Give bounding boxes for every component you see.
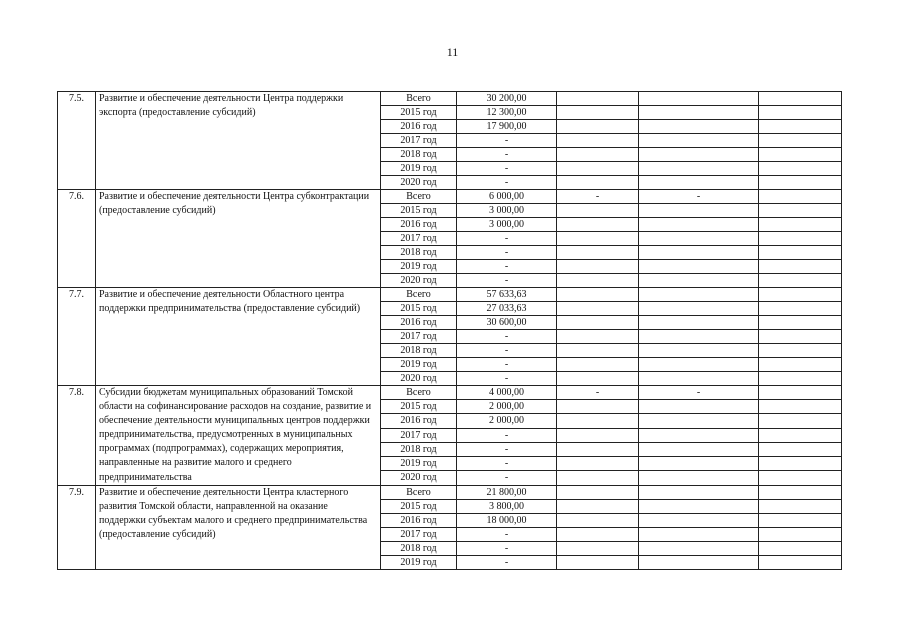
col3-cell (557, 232, 639, 246)
total-cell: 18 000,00 (457, 513, 557, 527)
col4-cell (639, 302, 759, 316)
total-cell: 21 800,00 (457, 485, 557, 499)
total-cell: 3 000,00 (457, 204, 557, 218)
col4-cell (639, 372, 759, 386)
col4-cell (639, 471, 759, 485)
item-name: Субсидии бюджетам муниципальных образований Томской области на софинансирование расходов на создание, развитие и обеспечение деятельности муниципальных центров поддержки предпринимательства, предусмотренных в муниципальных программах (подпрограммах), содержащих мероприятия, направленные на развитие малого и среднего предпринимательства (96, 386, 381, 486)
total-cell: 3 000,00 (457, 218, 557, 232)
col5-cell (759, 260, 842, 274)
col4-cell: - (639, 190, 759, 204)
year-cell: 2020 год (381, 471, 457, 485)
col4-cell (639, 162, 759, 176)
total-cell: - (457, 442, 557, 456)
col5-cell (759, 499, 842, 513)
col5-cell (759, 190, 842, 204)
col3-cell (557, 344, 639, 358)
col3-cell (557, 274, 639, 288)
col4-cell (639, 218, 759, 232)
col3-cell (557, 288, 639, 302)
total-cell: - (457, 471, 557, 485)
year-cell: Всего (381, 485, 457, 499)
col4-cell (639, 120, 759, 134)
col4-cell (639, 148, 759, 162)
col4-cell: - (639, 386, 759, 400)
col5-cell (759, 148, 842, 162)
year-cell: 2019 год (381, 358, 457, 372)
col5-cell (759, 274, 842, 288)
col5-cell (759, 428, 842, 442)
col5-cell (759, 316, 842, 330)
col3-cell (557, 414, 639, 428)
col5-cell (759, 288, 842, 302)
year-cell: 2015 год (381, 302, 457, 316)
col5-cell (759, 471, 842, 485)
col4-cell (639, 358, 759, 372)
total-cell: - (457, 541, 557, 555)
col4-cell (639, 316, 759, 330)
col3-cell (557, 513, 639, 527)
col5-cell (759, 400, 842, 414)
year-cell: 2018 год (381, 541, 457, 555)
total-cell: 27 033,63 (457, 302, 557, 316)
col4-cell (639, 232, 759, 246)
col4-cell (639, 106, 759, 120)
year-cell: 2016 год (381, 120, 457, 134)
item-number: 7.8. (58, 386, 96, 486)
year-cell: Всего (381, 190, 457, 204)
table-row (58, 190, 842, 204)
year-cell: 2016 год (381, 414, 457, 428)
col4-cell (639, 344, 759, 358)
year-cell: 2018 год (381, 344, 457, 358)
col4-cell (639, 176, 759, 190)
item-number: 7.5. (58, 92, 96, 190)
year-cell: 2016 год (381, 218, 457, 232)
total-cell: 17 900,00 (457, 120, 557, 134)
col4-cell (639, 288, 759, 302)
total-cell: - (457, 260, 557, 274)
total-cell: - (457, 330, 557, 344)
col3-cell (557, 106, 639, 120)
col5-cell (759, 302, 842, 316)
year-cell: 2017 год (381, 134, 457, 148)
col3-cell (557, 457, 639, 471)
col5-cell (759, 527, 842, 541)
year-cell: 2017 год (381, 330, 457, 344)
budget-table-body (58, 92, 842, 570)
col5-cell (759, 218, 842, 232)
col4-cell (639, 274, 759, 288)
total-cell: - (457, 246, 557, 260)
col4-cell (639, 414, 759, 428)
total-cell: - (457, 134, 557, 148)
col5-cell (759, 246, 842, 260)
col5-cell (759, 176, 842, 190)
total-cell: - (457, 555, 557, 569)
item-number: 7.7. (58, 288, 96, 386)
total-cell: - (457, 148, 557, 162)
total-cell: 30 600,00 (457, 316, 557, 330)
col5-cell (759, 330, 842, 344)
col3-cell (557, 428, 639, 442)
col3-cell (557, 120, 639, 134)
year-cell: 2019 год (381, 555, 457, 569)
total-cell: 57 633,63 (457, 288, 557, 302)
col3-cell (557, 162, 639, 176)
col3-cell (557, 541, 639, 555)
col3-cell (557, 134, 639, 148)
total-cell: - (457, 358, 557, 372)
total-cell: 3 800,00 (457, 499, 557, 513)
year-cell: Всего (381, 386, 457, 400)
col4-cell (639, 260, 759, 274)
col5-cell (759, 442, 842, 456)
item-number: 7.6. (58, 190, 96, 288)
total-cell: - (457, 457, 557, 471)
total-cell: - (457, 176, 557, 190)
col4-cell (639, 555, 759, 569)
col5-cell (759, 485, 842, 499)
item-name: Развитие и обеспечение деятельности Центра поддержки экспорта (предоставление субсидий) (96, 92, 381, 190)
col3-cell (557, 148, 639, 162)
col5-cell (759, 232, 842, 246)
item-name: Развитие и обеспечение деятельности Центра кластерного развития Томской области, направленной на оказание поддержки субъектам малого и среднего предпринимательства (предоставление субсидий) (96, 485, 381, 569)
year-cell: 2020 год (381, 176, 457, 190)
col4-cell (639, 400, 759, 414)
col5-cell (759, 386, 842, 400)
total-cell: - (457, 372, 557, 386)
col3-cell (557, 358, 639, 372)
col5-cell (759, 134, 842, 148)
col5-cell (759, 513, 842, 527)
col5-cell (759, 92, 842, 106)
budget-table (57, 91, 842, 570)
col5-cell (759, 414, 842, 428)
col4-cell (639, 428, 759, 442)
total-cell: - (457, 428, 557, 442)
table-row (58, 288, 842, 302)
year-cell: Всего (381, 92, 457, 106)
col3-cell (557, 372, 639, 386)
year-cell: Всего (381, 288, 457, 302)
col3-cell (557, 316, 639, 330)
col5-cell (759, 344, 842, 358)
year-cell: 2016 год (381, 513, 457, 527)
year-cell: 2019 год (381, 162, 457, 176)
year-cell: 2019 год (381, 260, 457, 274)
col5-cell (759, 358, 842, 372)
col3-cell (557, 400, 639, 414)
col5-cell (759, 372, 842, 386)
col3-cell (557, 330, 639, 344)
item-name: Развитие и обеспечение деятельности Центра субконтрактации (предоставление субсидий) (96, 190, 381, 288)
year-cell: 2017 год (381, 232, 457, 246)
total-cell: - (457, 274, 557, 288)
col3-cell (557, 442, 639, 456)
col4-cell (639, 442, 759, 456)
total-cell: 2 000,00 (457, 400, 557, 414)
col4-cell (639, 485, 759, 499)
col4-cell (639, 330, 759, 344)
year-cell: 2017 год (381, 527, 457, 541)
item-number: 7.9. (58, 485, 96, 569)
total-cell: 30 200,00 (457, 92, 557, 106)
col4-cell (639, 527, 759, 541)
year-cell: 2018 год (381, 148, 457, 162)
year-cell: 2017 год (381, 428, 457, 442)
page-number: 11 (446, 45, 459, 59)
total-cell: - (457, 162, 557, 176)
col3-cell (557, 204, 639, 218)
col3-cell (557, 92, 639, 106)
table-row (58, 485, 842, 499)
col3-cell (557, 302, 639, 316)
col5-cell (759, 162, 842, 176)
col3-cell (557, 246, 639, 260)
year-cell: 2015 год (381, 499, 457, 513)
col5-cell (759, 120, 842, 134)
col4-cell (639, 246, 759, 260)
year-cell: 2018 год (381, 246, 457, 260)
total-cell: 6 000,00 (457, 190, 557, 204)
col4-cell (639, 92, 759, 106)
year-cell: 2015 год (381, 106, 457, 120)
col4-cell (639, 134, 759, 148)
year-cell: 2018 год (381, 442, 457, 456)
col3-cell (557, 555, 639, 569)
col5-cell (759, 555, 842, 569)
total-cell: - (457, 527, 557, 541)
col4-cell (639, 513, 759, 527)
year-cell: 2020 год (381, 274, 457, 288)
col4-cell (639, 204, 759, 218)
col3-cell (557, 499, 639, 513)
col3-cell (557, 471, 639, 485)
total-cell: 12 300,00 (457, 106, 557, 120)
table-row (58, 386, 842, 400)
total-cell: 2 000,00 (457, 414, 557, 428)
col5-cell (759, 457, 842, 471)
col3-cell (557, 260, 639, 274)
col3-cell (557, 176, 639, 190)
col3-cell (557, 218, 639, 232)
col3-cell (557, 527, 639, 541)
table-row (58, 92, 842, 106)
col3-cell: - (557, 190, 639, 204)
total-cell: - (457, 344, 557, 358)
total-cell: 4 000,00 (457, 386, 557, 400)
year-cell: 2015 год (381, 400, 457, 414)
col4-cell (639, 457, 759, 471)
col5-cell (759, 106, 842, 120)
col5-cell (759, 541, 842, 555)
total-cell: - (457, 232, 557, 246)
year-cell: 2016 год (381, 316, 457, 330)
year-cell: 2019 год (381, 457, 457, 471)
col3-cell (557, 485, 639, 499)
col5-cell (759, 204, 842, 218)
col3-cell: - (557, 386, 639, 400)
year-cell: 2015 год (381, 204, 457, 218)
col4-cell (639, 541, 759, 555)
year-cell: 2020 год (381, 372, 457, 386)
col4-cell (639, 499, 759, 513)
item-name: Развитие и обеспечение деятельности Областного центра поддержки предпринимательства (предоставление субсидий) (96, 288, 381, 386)
